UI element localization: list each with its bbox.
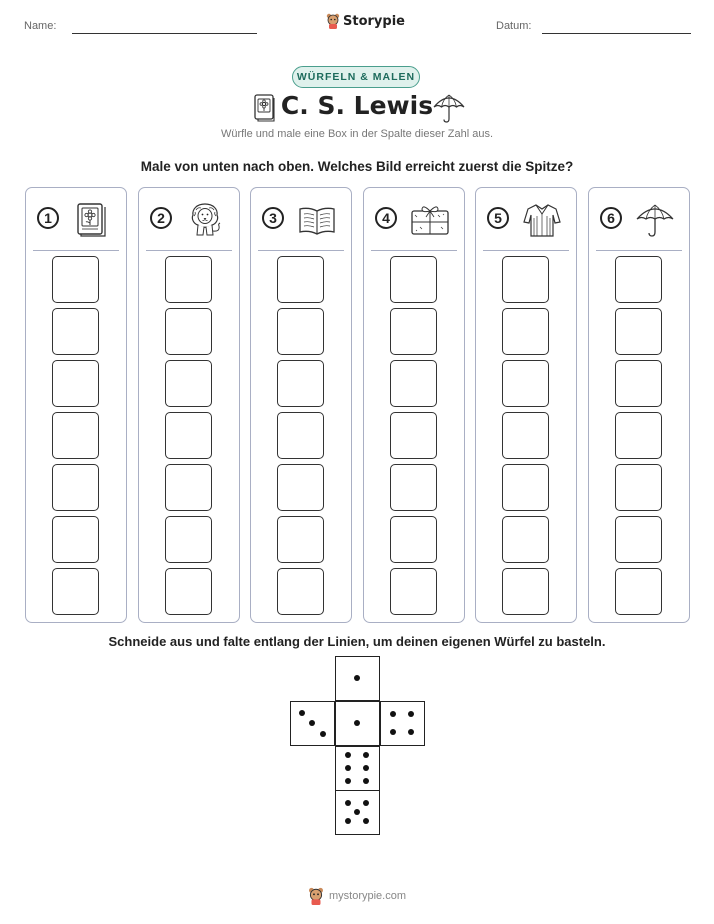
coloring-box[interactable] — [615, 516, 662, 563]
column-number: 1 — [37, 207, 59, 229]
coloring-box[interactable] — [52, 360, 99, 407]
footer-url: mystorypie.com — [329, 890, 407, 902]
column-6 — [588, 187, 690, 623]
die-pip — [354, 720, 360, 726]
column-5 — [475, 187, 577, 623]
coloring-box[interactable] — [165, 568, 212, 615]
brand-logo — [326, 13, 405, 29]
lion-icon — [185, 202, 225, 238]
column-number: 5 — [487, 207, 509, 229]
column-number: 6 — [600, 207, 622, 229]
activity-badge: WÜRFELN & MALEN — [292, 66, 420, 88]
column-divider — [33, 250, 119, 251]
coloring-box[interactable] — [165, 256, 212, 303]
column-2 — [138, 187, 240, 623]
die-pip — [390, 729, 396, 735]
column-divider — [146, 250, 232, 251]
name-label: Name: — [24, 20, 57, 32]
coloring-box[interactable] — [52, 256, 99, 303]
coloring-box[interactable] — [390, 256, 437, 303]
coloring-box[interactable] — [502, 256, 549, 303]
coloring-box[interactable] — [52, 516, 99, 563]
die-pip — [299, 710, 305, 716]
column-divider — [596, 250, 682, 251]
coloring-box[interactable] — [502, 568, 549, 615]
coloring-box[interactable] — [277, 412, 324, 459]
coloring-box[interactable] — [277, 308, 324, 355]
coloring-box[interactable] — [390, 412, 437, 459]
die-pip — [390, 711, 396, 717]
title-row — [0, 91, 714, 125]
column-1 — [25, 187, 127, 623]
die-pip — [309, 720, 315, 726]
coloring-box[interactable] — [615, 256, 662, 303]
column-number: 2 — [150, 207, 172, 229]
column-divider — [371, 250, 457, 251]
bear-logo-icon — [307, 887, 325, 905]
column-number: 3 — [262, 207, 284, 229]
open-book-icon — [297, 202, 337, 238]
coloring-box[interactable] — [615, 568, 662, 615]
footer — [307, 887, 406, 905]
die-face-5 — [335, 790, 380, 835]
die-pip — [345, 800, 351, 806]
coloring-box[interactable] — [277, 256, 324, 303]
coloring-box[interactable] — [52, 568, 99, 615]
coloring-box[interactable] — [165, 360, 212, 407]
coloring-box[interactable] — [502, 412, 549, 459]
date-line[interactable] — [542, 33, 691, 34]
die-face-1 — [335, 656, 380, 701]
die-pip — [345, 752, 351, 758]
brand-name: Storypie — [343, 13, 405, 29]
die-pip — [345, 818, 351, 824]
coloring-box[interactable] — [52, 464, 99, 511]
column-divider — [258, 250, 344, 251]
column-3 — [250, 187, 352, 623]
coloring-box[interactable] — [390, 568, 437, 615]
coloring-box[interactable] — [165, 412, 212, 459]
date-label: Datum: — [496, 20, 532, 32]
coloring-box[interactable] — [502, 464, 549, 511]
coloring-box[interactable] — [277, 516, 324, 563]
coloring-box[interactable] — [502, 360, 549, 407]
coloring-box[interactable] — [277, 464, 324, 511]
flower-book-icon — [72, 202, 112, 238]
die-pip — [363, 765, 369, 771]
die-face-1 — [335, 701, 380, 746]
instruction: Male von unten nach oben. Welches Bild erreicht zuerst die Spitze? — [140, 159, 574, 174]
page-title: C. S. Lewis — [280, 91, 434, 120]
coloring-box[interactable] — [502, 516, 549, 563]
coloring-box[interactable] — [277, 360, 324, 407]
bear-logo-icon — [326, 13, 340, 29]
coloring-box[interactable] — [615, 412, 662, 459]
coloring-box[interactable] — [165, 516, 212, 563]
die-pip — [320, 731, 326, 737]
coloring-box[interactable] — [52, 412, 99, 459]
die-pip — [345, 765, 351, 771]
coloring-box[interactable] — [165, 308, 212, 355]
die-pip — [345, 778, 351, 784]
die-pip — [363, 818, 369, 824]
gift-box-icon — [410, 202, 450, 238]
die-pip — [354, 809, 360, 815]
coloring-box[interactable] — [502, 308, 549, 355]
umbrella-icon — [635, 202, 675, 238]
name-line[interactable] — [72, 33, 257, 34]
coloring-box[interactable] — [390, 360, 437, 407]
coloring-box[interactable] — [390, 308, 437, 355]
column-number: 4 — [375, 207, 397, 229]
coloring-box[interactable] — [615, 308, 662, 355]
column-4 — [363, 187, 465, 623]
graduation-gown-icon — [522, 202, 562, 238]
die-pip — [354, 675, 360, 681]
coloring-box[interactable] — [390, 464, 437, 511]
coloring-box[interactable] — [277, 568, 324, 615]
coloring-box[interactable] — [165, 464, 212, 511]
die-pip — [363, 800, 369, 806]
column-divider — [483, 250, 569, 251]
cut-instruction: Schneide aus und falte entlang der Linien, um deinen eigenen Würfel zu basteln. — [108, 634, 606, 649]
die-pip — [408, 711, 414, 717]
umbrella-title-icon — [432, 91, 466, 125]
coloring-box[interactable] — [52, 308, 99, 355]
coloring-box[interactable] — [615, 464, 662, 511]
die-face-3 — [290, 701, 335, 746]
coloring-box[interactable] — [390, 516, 437, 563]
subtitle: Würfle und male eine Box in der Spalte dieser Zahl aus. — [220, 128, 494, 140]
die-pip — [363, 778, 369, 784]
die-face-6 — [335, 746, 380, 791]
die-pip — [363, 752, 369, 758]
coloring-box[interactable] — [615, 360, 662, 407]
die-face-4 — [380, 701, 425, 746]
die-pip — [408, 729, 414, 735]
